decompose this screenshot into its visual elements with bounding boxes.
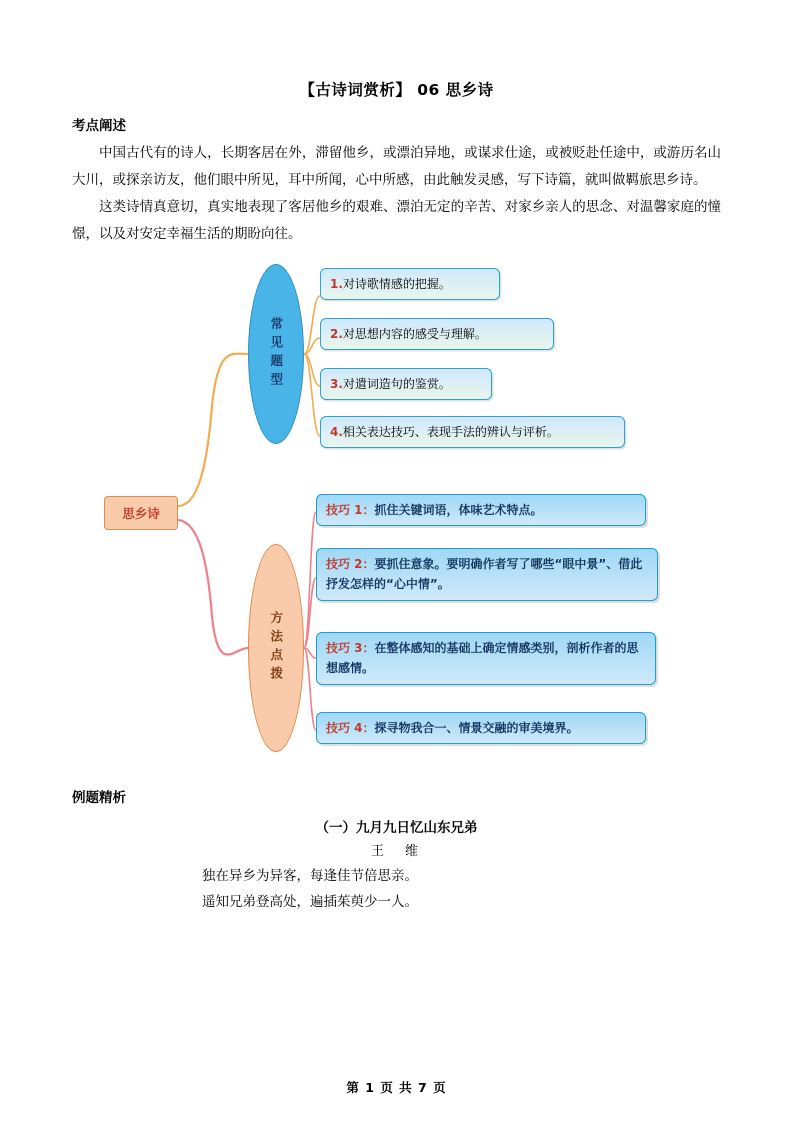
leaf-number: 2. xyxy=(330,327,343,341)
mindmap-leaf-tip-3 xyxy=(316,632,656,685)
paragraph-definition: 中国古代有的诗人，长期客居在外，滞留他乡，或漂泊异地，或谋求仕途，或被贬赴任途中，或游历名山大川，或探亲访友，他们眼中所见，耳中所闻，心中所感，由此触发灵感，写下诗篇，就叫做羁旅思乡诗。 xyxy=(72,145,721,188)
leaf-number: 1. xyxy=(330,277,343,291)
section-label-exam-points: 考点阐述 xyxy=(72,118,126,134)
leaf-tag: 技巧 1： xyxy=(326,503,375,517)
mindmap-leaf-tip-2 xyxy=(316,548,658,601)
mindmap-leaf-type-2 xyxy=(320,318,554,350)
mindmap-leaf-tip-4 xyxy=(316,712,646,744)
poem-author: 王 维 xyxy=(370,844,422,859)
mindmap-diagram xyxy=(72,256,721,776)
leaf-text: 对思想内容的感受与理解。 xyxy=(342,327,487,341)
mindmap-leaf-type-1 xyxy=(320,268,500,300)
poem-heading: （一）九月九日忆山东兄弟 xyxy=(315,820,478,836)
leaf-text: 探寻物我合一、情景交融的审美境界。 xyxy=(374,721,579,735)
branch-top-label: 常见题型 xyxy=(268,317,284,391)
mindmap-root-node: 思乡诗 xyxy=(104,496,178,530)
leaf-text: 对诗歌情感的把握。 xyxy=(342,277,451,291)
leaf-text: 要抓住意象。要明确作者写了哪些“眼中景”、借此抒发怎样的“心中情”。 xyxy=(326,557,643,592)
leaf-number: 4. xyxy=(330,425,343,439)
mindmap-leaf-type-3 xyxy=(320,368,492,400)
leaf-text: 相关表达技巧、表现手法的辨认与评析。 xyxy=(342,425,559,439)
leaf-number: 3. xyxy=(330,377,343,391)
poem-line: 独在异乡为异客，每逢佳节倍思亲。 xyxy=(202,868,418,884)
mindmap-branch-method-tips xyxy=(248,544,304,752)
leaf-tag: 技巧 2： xyxy=(326,557,375,571)
mindmap-leaf-type-4 xyxy=(320,416,625,448)
leaf-tag: 技巧 3： xyxy=(326,641,375,655)
mindmap-branch-common-question-types xyxy=(248,264,304,444)
leaf-text: 抓住关键词语，体味艺术特点。 xyxy=(374,503,543,517)
leaf-text: 对遣词造句的鉴赏。 xyxy=(342,377,451,391)
section-label-examples: 例题精析 xyxy=(72,790,126,806)
mindmap-leaf-tip-1 xyxy=(316,494,646,526)
poem-line: 遥知兄弟登高处，遍插茱萸少一人。 xyxy=(202,894,418,911)
paragraph-features: 这类诗情真意切，真实地表现了客居他乡的艰难、漂泊无定的辛苦、对家乡亲人的思念、对温馨家庭的憧憬，以及对安定幸福生活的期盼向往。 xyxy=(72,199,721,242)
page-footer: 第 1 页 共 7 页 xyxy=(346,1080,447,1095)
page-title: 【古诗词赏析】 06 思乡诗 xyxy=(299,81,494,99)
branch-bottom-label: 方法点拨 xyxy=(268,611,284,685)
leaf-tag: 技巧 4： xyxy=(326,721,375,735)
leaf-text: 在整体感知的基础上确定情感类别，剖析作者的思想感情。 xyxy=(326,641,639,676)
